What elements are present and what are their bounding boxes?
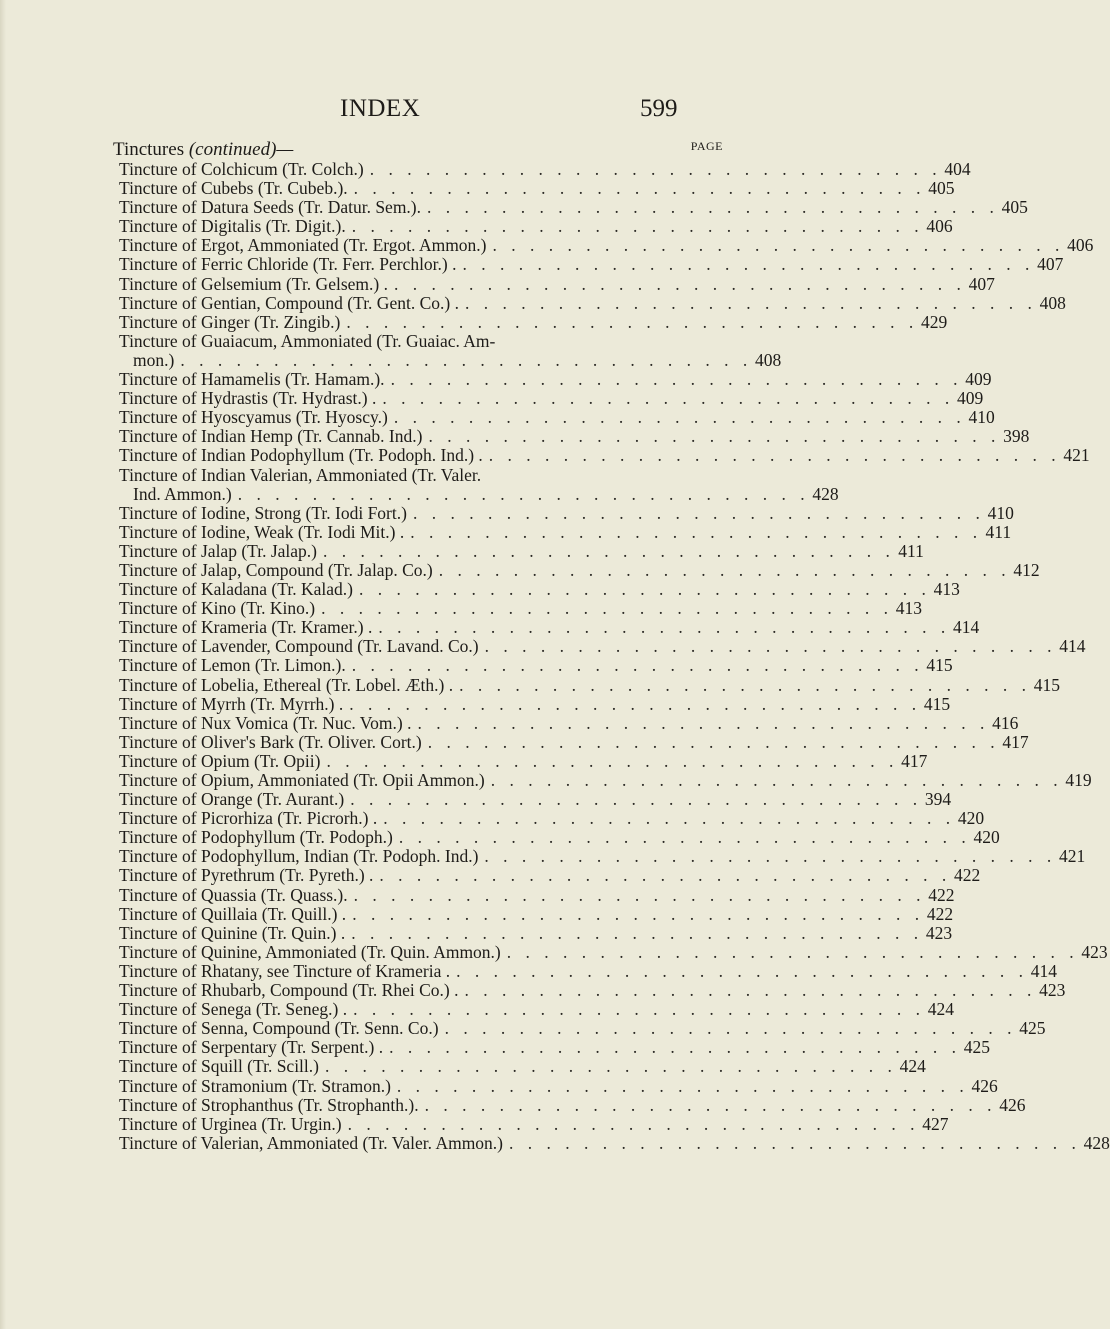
entry-page-number: 406 xyxy=(926,216,953,237)
entry-text: Tincture of Serpentary (Tr. Serpent.) . xyxy=(119,1037,384,1058)
entry-text: Tincture of Picrorhiza (Tr. Picrorh.) . xyxy=(119,808,378,829)
index-entry xyxy=(113,884,955,905)
entry-page-number: 408 xyxy=(754,349,782,370)
entry-page-number: 411 xyxy=(898,540,924,561)
dot-leader xyxy=(433,561,1006,580)
index-entry xyxy=(113,827,1000,848)
dot-leader xyxy=(346,656,919,675)
dot-leader xyxy=(348,179,921,198)
entry-text: Tincture of Ferric Chloride (Tr. Ferr. Perchlor.) . xyxy=(119,254,457,275)
entry-text: Tincture of Iodine, Weak (Tr. Iodi Mit.) . xyxy=(119,521,405,542)
entry-page-number: 421 xyxy=(1063,445,1090,466)
dot-leader xyxy=(457,255,1030,274)
entry-page-number: 414 xyxy=(1030,960,1058,981)
entry-page-number: 413 xyxy=(895,598,922,619)
entry-page-number: 414 xyxy=(1059,636,1086,657)
entry-page-number: 409 xyxy=(965,369,992,390)
index-entry xyxy=(113,407,995,428)
dot-leader xyxy=(317,542,890,561)
dot-leader xyxy=(483,446,1056,465)
entry-text: Tincture of Podophyllum, Indian (Tr. Podoph. Ind.) xyxy=(119,846,479,867)
entry-page-number: 428 xyxy=(1083,1132,1110,1153)
index-entry xyxy=(113,808,985,829)
page-edge xyxy=(0,0,6,1329)
index-entry xyxy=(113,330,782,370)
dot-leader xyxy=(450,962,1023,981)
entry-page-number: 420 xyxy=(973,827,1000,848)
dot-leader xyxy=(319,1057,892,1076)
index-entry xyxy=(113,712,1019,733)
entry-text: Tincture of Rhubarb, Compound (Tr. Rhei Co.) . xyxy=(119,980,459,1001)
entry-text: Tincture of Lobelia, Ethereal (Tr. Lobel. Æth.) . xyxy=(119,674,454,695)
entry-text: Tincture of Senega (Tr. Seneg.) . xyxy=(119,999,348,1020)
entry-page-number: 422 xyxy=(954,865,981,886)
dot-leader xyxy=(343,695,916,714)
index-entry xyxy=(113,617,980,638)
index-entry xyxy=(113,865,981,886)
entry-page-number: 425 xyxy=(1019,1018,1046,1039)
entry-text: Tincture of Orange (Tr. Aurant.) xyxy=(119,789,345,810)
dot-leader xyxy=(412,714,985,733)
index-entry xyxy=(113,731,1029,752)
index-entry xyxy=(113,674,1060,695)
index-entry xyxy=(113,579,960,600)
entry-text: Tincture of Podophyllum (Tr. Podoph.) xyxy=(119,827,393,848)
dot-leader xyxy=(439,1019,1012,1038)
entry-page-number: 413 xyxy=(933,579,960,600)
entry-page-number: 394 xyxy=(924,789,952,810)
dot-leader xyxy=(377,809,950,828)
dot-leader xyxy=(353,580,926,599)
entry-text: Tincture of Gentian, Compound (Tr. Gent. Co.) . xyxy=(119,292,459,313)
index-entry xyxy=(113,445,1090,466)
page-column-label: PAGE xyxy=(690,139,723,153)
entry-page-number: 409 xyxy=(956,388,984,409)
dot-leader xyxy=(478,847,1051,866)
page-header xyxy=(0,95,801,129)
entry-text: Tincture of Strophanthus (Tr. Strophanth.). xyxy=(119,1094,419,1115)
entry-text: Tincture of Digitalis (Tr. Digit.). xyxy=(119,216,346,237)
dot-leader xyxy=(346,217,919,236)
entry-page-number: 414 xyxy=(953,617,980,638)
entry-text: Tincture of Quassia (Tr. Quass.). xyxy=(119,884,348,905)
index-entry xyxy=(113,770,1092,790)
entry-text: Tincture of Guaiacum, Ammoniated (Tr. Guaiac. Am- xyxy=(119,330,496,351)
dot-leader xyxy=(459,294,1032,313)
entry-page-number: 415 xyxy=(926,655,953,676)
dot-leader xyxy=(404,523,977,542)
running-title: INDEX xyxy=(340,95,421,122)
entry-text: Tincture of Oliver's Bark (Tr. Oliver. Cort.) xyxy=(119,731,422,752)
entry-page-number: 420 xyxy=(957,808,985,829)
index-entry xyxy=(113,292,1066,313)
entry-page-number: 408 xyxy=(1039,292,1066,313)
entry-text: Tincture of Gelsemium (Tr. Gelsem.) . xyxy=(119,273,388,294)
dot-leader xyxy=(388,275,961,294)
index-entry xyxy=(113,1094,1026,1115)
index-entry xyxy=(113,1018,1046,1039)
entry-page-number: 411 xyxy=(985,521,1012,542)
entry-page-number: 415 xyxy=(1033,674,1060,695)
index-entry xyxy=(113,388,984,409)
index-entry xyxy=(113,369,992,390)
entry-text: Tincture of Jalap (Tr. Jalap.) xyxy=(119,540,317,561)
dot-leader xyxy=(320,752,893,771)
entry-page-number: 426 xyxy=(971,1075,998,1096)
entry-page-number: 406 xyxy=(1067,235,1094,256)
entry-text: Tincture of Valerian, Ammoniated (Tr. Valer. Ammon.) xyxy=(119,1132,504,1153)
dot-leader xyxy=(388,408,961,427)
index-entry xyxy=(113,197,1028,218)
dot-leader xyxy=(340,313,913,332)
index-entry xyxy=(113,1037,990,1058)
index-entry xyxy=(113,464,839,504)
index-entry xyxy=(113,235,1094,256)
entry-text: Tincture of Ginger (Tr. Zingib.) xyxy=(119,311,341,332)
entry-text: Tincture of Hyoscyamus (Tr. Hyoscy.) xyxy=(119,407,388,428)
entry-text: Tincture of Datura Seeds (Tr. Datur. Sem.). xyxy=(119,197,422,218)
dot-leader xyxy=(347,1000,920,1019)
index-entry xyxy=(113,1075,998,1096)
index-entry xyxy=(113,941,1108,962)
entry-text: Tincture of Squill (Tr. Scill.) xyxy=(119,1056,319,1077)
dot-leader xyxy=(453,676,1026,695)
entry-page-number: 417 xyxy=(901,750,928,771)
entry-text: Tincture of Iodine, Strong (Tr. Iodi Fort.) xyxy=(119,502,407,523)
entry-page-number: 421 xyxy=(1059,846,1086,867)
page-number: 599 xyxy=(640,95,678,122)
dot-leader xyxy=(422,733,995,752)
entry-page-number: 423 xyxy=(1039,980,1066,1001)
entry-page-number: 428 xyxy=(812,483,839,504)
index-entry xyxy=(113,693,951,714)
index-entry xyxy=(113,598,922,619)
entry-page-number: 415 xyxy=(923,693,951,714)
index-entry xyxy=(113,159,971,179)
entry-page-number: 416 xyxy=(992,712,1019,733)
entry-page-number: 427 xyxy=(922,1113,949,1134)
index-entry xyxy=(113,1132,1110,1153)
entry-text: Tincture of Hamamelis (Tr. Hamam.). xyxy=(119,369,385,390)
dot-leader xyxy=(385,370,958,389)
entry-text: Tincture of Urginea (Tr. Urgin.) xyxy=(119,1113,342,1134)
index-entry xyxy=(113,1113,949,1134)
index-entry xyxy=(113,846,1086,867)
dot-leader xyxy=(373,866,946,885)
entry-page-number: 425 xyxy=(963,1037,990,1058)
entry-page-number: 423 xyxy=(1081,941,1108,962)
index-section xyxy=(113,139,1110,1153)
section-heading-continued: (continued)— xyxy=(188,139,294,160)
index-entry xyxy=(113,521,1012,542)
dot-leader xyxy=(344,790,917,809)
dot-leader xyxy=(479,637,1052,656)
entry-text: Tincture of Jalap, Compound (Tr. Jalap. Co.) xyxy=(119,559,433,580)
entry-page-number: 429 xyxy=(920,311,948,332)
entry-text: Tincture of Kaladana (Tr. Kalad.) xyxy=(119,579,353,600)
dot-leader xyxy=(364,160,937,179)
entry-text: Tincture of Stramonium (Tr. Stramon.) xyxy=(119,1075,391,1096)
dot-leader xyxy=(372,618,945,637)
entry-page-number: 407 xyxy=(1037,254,1064,275)
index-entry xyxy=(113,1056,926,1077)
entry-text: Tincture of Quinine (Tr. Quin.) . xyxy=(119,922,346,943)
dot-leader xyxy=(383,1038,956,1057)
entry-text: Tincture of Indian Hemp (Tr. Cannab. Ind.) xyxy=(119,426,423,447)
entry-text: Tincture of Pyrethrum (Tr. Pyreth.) . xyxy=(119,865,374,886)
dot-leader xyxy=(458,981,1031,1000)
entry-text: Tincture of Indian Podophyllum (Tr. Podoph. Ind.) . xyxy=(119,445,483,466)
entry-page-number: 417 xyxy=(1002,731,1029,752)
entry-text: Tincture of Hydrastis (Tr. Hydrast.) . xyxy=(119,388,377,409)
entry-text: Tincture of Opium (Tr. Opii) xyxy=(119,750,321,771)
index-entry xyxy=(113,559,1040,580)
index-entry xyxy=(113,789,952,810)
dot-leader xyxy=(345,924,918,943)
dot-leader xyxy=(342,1115,915,1134)
entry-page-number: 404 xyxy=(944,159,971,179)
entry-page-number: 398 xyxy=(1003,426,1030,447)
section-heading xyxy=(113,140,723,160)
entry-page-number: 422 xyxy=(928,884,955,905)
entry-text: Tincture of Kino (Tr. Kino.) xyxy=(119,598,316,619)
index-entry xyxy=(113,178,955,199)
index-entry xyxy=(113,636,1086,657)
entry-text: Tincture of Myrrh (Tr. Myrrh.) . xyxy=(119,693,344,714)
entry-text-continuation: Ind. Ammon.) xyxy=(133,483,232,504)
index-entry xyxy=(113,655,953,676)
dot-leader xyxy=(501,943,1074,962)
entry-text: Tincture of Krameria (Tr. Kramer.) . xyxy=(119,617,373,638)
index-entry xyxy=(113,216,953,237)
entry-page-number: 419 xyxy=(1065,770,1092,790)
index-entry xyxy=(113,273,995,294)
index-entries xyxy=(113,159,1110,1153)
entry-text-continuation: mon.) xyxy=(133,349,175,370)
entry-text: Tincture of Lavender, Compound (Tr. Lavand. Co.) xyxy=(119,636,479,657)
entry-text: Tincture of Nux Vomica (Tr. Nuc. Vom.) . xyxy=(119,712,412,733)
dot-leader xyxy=(346,905,919,924)
entry-page-number: 410 xyxy=(987,502,1014,523)
index-entry xyxy=(113,750,928,771)
entry-text: Tincture of Quillaia (Tr. Quill.) . xyxy=(119,903,347,924)
entry-page-number: 412 xyxy=(1013,559,1040,580)
entry-text: Tincture of Senna, Compound (Tr. Senn. Co.) xyxy=(119,1018,439,1039)
entry-page-number: 407 xyxy=(968,273,995,294)
index-entry xyxy=(113,502,1014,523)
section-heading-title: Tinctures xyxy=(113,139,185,160)
entry-text: Tincture of Opium, Ammoniated (Tr. Opii Ammon.) xyxy=(119,770,485,790)
index-entry xyxy=(113,922,953,943)
dot-leader xyxy=(503,1134,1076,1153)
index-entry xyxy=(113,980,1066,1001)
entry-text: Tincture of Indian Valerian, Ammoniated (Tr. Valer. xyxy=(119,464,482,485)
entry-page-number: 405 xyxy=(1001,197,1028,218)
index-entry xyxy=(113,426,1030,447)
dot-leader xyxy=(315,599,888,618)
dot-leader xyxy=(232,485,805,504)
entry-text: Tincture of Lemon (Tr. Limon.). xyxy=(119,655,346,676)
dot-leader xyxy=(393,828,966,847)
index-entry xyxy=(113,999,955,1020)
entry-text: Tincture of Ergot, Ammoniated (Tr. Ergot. Ammon.) xyxy=(119,235,487,256)
dot-leader xyxy=(419,1096,992,1115)
entry-page-number: 423 xyxy=(925,922,953,943)
dot-leader xyxy=(348,886,921,905)
index-entry xyxy=(113,254,1064,275)
entry-text: Tincture of Rhatany, see Tincture of Krameria . xyxy=(119,960,451,981)
index-entry xyxy=(113,960,1058,981)
index-entry xyxy=(113,540,924,561)
entry-page-number: 405 xyxy=(928,178,955,199)
dot-leader xyxy=(376,389,949,408)
dot-leader xyxy=(422,427,995,446)
entry-page-number: 410 xyxy=(968,407,995,428)
dot-leader xyxy=(174,351,747,370)
dot-leader xyxy=(487,236,1060,255)
index-entry xyxy=(113,903,954,924)
entry-text: Tincture of Quinine, Ammoniated (Tr. Quin. Ammon.) xyxy=(119,941,501,962)
dot-leader xyxy=(421,198,994,217)
entry-page-number: 426 xyxy=(999,1094,1026,1115)
index-entry xyxy=(113,311,948,332)
dot-leader xyxy=(391,1077,964,1096)
dot-leader xyxy=(485,771,1058,790)
entry-text: Tincture of Colchicum (Tr. Colch.) xyxy=(119,159,364,179)
entry-page-number: 424 xyxy=(927,999,955,1020)
entry-text: Tincture of Cubebs (Tr. Cubeb.). xyxy=(119,178,348,199)
dot-leader xyxy=(407,504,980,523)
entry-page-number: 422 xyxy=(926,903,954,924)
entry-page-number: 424 xyxy=(899,1056,926,1077)
